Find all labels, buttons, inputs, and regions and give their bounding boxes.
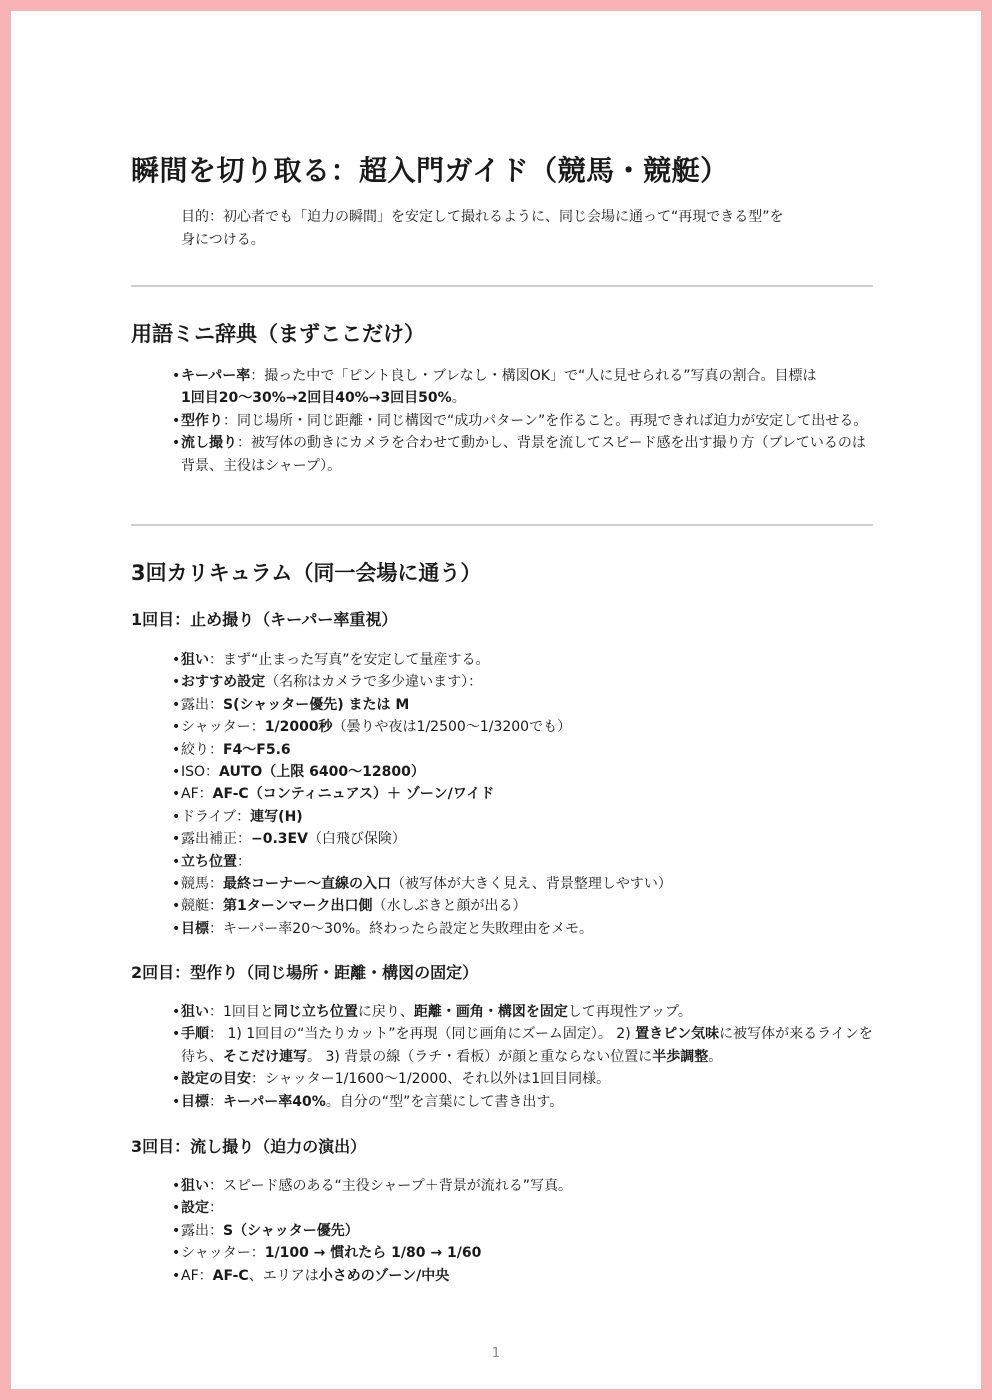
purpose-text: 目的：初心者でも「迫力の瞬間」を安定して撮れるように、同じ会場に通って“再現できる型”を身につける。 bbox=[181, 209, 784, 248]
list-item: • 露出：S（シャッター優先） bbox=[172, 1222, 359, 1239]
page-title: 瞬間を切り取る：超入門ガイド（競馬・競艇） bbox=[131, 154, 729, 187]
divider bbox=[131, 285, 873, 287]
list-item: • AF：AF-C（コンティニュアス）＋ ゾーン/ワイド bbox=[172, 786, 495, 803]
curriculum-heading: 3回カリキュラム（同一会場に通う） bbox=[131, 561, 482, 585]
list-item: • 立ち位置： bbox=[172, 853, 251, 870]
keeper-target: 1回目20〜30%→2回目40%→3回目50% bbox=[181, 390, 452, 407]
glossary-heading: 用語ミニ辞典（まずここだけ） bbox=[131, 322, 425, 346]
list-item: • 露出：S(シャッター優先) または M bbox=[172, 696, 410, 713]
list-item: • 狙い：まず“止まった写真”を安定して量産する。 bbox=[172, 652, 490, 668]
list-item: • シャッター：1/100 → 慣れたら 1/80 → 1/60 bbox=[172, 1245, 482, 1262]
list-item: • おすすめ設定（名称はカメラで多少違います）： bbox=[172, 674, 483, 691]
list-item: • ISO：AUTO（上限 6400〜12800） bbox=[172, 764, 425, 781]
list-item: • AF：AF-C、エリアは小さめのゾーン/中央 bbox=[172, 1267, 450, 1284]
list-item: • 狙い：1回目と同じ立ち位置に戻り、距離・画角・構図を固定して再現性アップ。 bbox=[172, 1004, 692, 1020]
list-item: • シャッター：1/2000秒（曇りや夜は1/2500〜1/3200でも） bbox=[172, 719, 572, 736]
list-item: • 設定： bbox=[172, 1200, 223, 1217]
session2-heading: 2回目：型作り（同じ場所・距離・構図の固定） bbox=[131, 963, 479, 982]
session1-heading: 1回目：止め撮り（キーパー率重視） bbox=[131, 610, 398, 629]
term: 型作り bbox=[181, 412, 223, 429]
list-item: • 競艇：第1ターンマーク出口側（水しぶきと顔が出る） bbox=[172, 898, 527, 915]
term-desc: ：撮った中で「ピント良し・ブレなし・構図OK」で“人に見せられる”写真の割合。目標は bbox=[250, 368, 817, 384]
divider bbox=[131, 524, 873, 526]
session2-list bbox=[131, 1001, 873, 1113]
term: 流し撮り bbox=[181, 435, 237, 452]
list-item: • 流し撮り：被写体の動きにカメラを合わせて動かし、背景を流してスピード感を出す撮り方（ブレているのは背景、主役はシャープ）。 bbox=[172, 435, 866, 474]
term-tail: 。 bbox=[451, 390, 466, 407]
term: キーパー率 bbox=[181, 368, 251, 384]
glossary-list bbox=[131, 365, 873, 477]
page-number: 1 bbox=[491, 1346, 501, 1361]
list-item: • キーパー率：撮った中で「ピント良し・ブレなし・構図OK」で“人に見せられる”写真の割合。目標は 1回目20〜30%→2回目40%→3回目50%。 bbox=[172, 368, 817, 407]
list-item: • 設定の目安：シャッター1/1600〜1/2000、それ以外は1回目同様。 bbox=[172, 1071, 611, 1088]
list-item: • 露出補正：−0.3EV（白飛び保険） bbox=[172, 831, 406, 848]
session3-heading: 3回目：流し撮り（迫力の演出） bbox=[131, 1137, 367, 1156]
list-item: • 狙い：スピード感のある“主役シャープ＋背景が流れる”写真。 bbox=[172, 1178, 572, 1194]
list-item: • 目標：キーパー率20〜30%。終わったら設定と失敗理由をメモ。 bbox=[172, 920, 593, 937]
session3-list bbox=[131, 1175, 873, 1287]
list-item: • 型作り：同じ場所・同じ距離・同じ構図で“成功パターン”を作ること。再現できれば迫力が安定して出せる。 bbox=[172, 412, 868, 429]
list-item: • 絞り：F4〜F5.6 bbox=[172, 741, 291, 758]
term-desc: ：同じ場所・同じ距離・同じ構図で“成功パターン”を作ること。再現できれば迫力が安定して出せる。 bbox=[223, 412, 868, 429]
list-item: • 目標：キーパー率40%。自分の“型”を言葉にして書き出す。 bbox=[172, 1093, 564, 1110]
list-item: • 競馬：最終コーナー〜直線の入口（被写体が大きく見え、背景整理しやすい） bbox=[172, 876, 672, 893]
term-desc: ：被写体の動きにカメラを合わせて動かし、背景を流してスピード感を出す撮り方（ブレているのは背景、主役はシャープ）。 bbox=[181, 435, 866, 474]
session1-list bbox=[131, 649, 873, 940]
list-item: • ドライブ：連写(H) bbox=[172, 808, 303, 825]
list-item: • 手順： 1) 1回目の“当たりカット”を再現（同じ画角にズーム固定）。 2) 置きピン気味に被写体が来るラインを待ち、そこだけ連写。 3) 背景の線（ラチ・看板）が顔と重ならない位置に半歩調整。 bbox=[172, 1026, 873, 1065]
document-page bbox=[11, 11, 981, 1389]
